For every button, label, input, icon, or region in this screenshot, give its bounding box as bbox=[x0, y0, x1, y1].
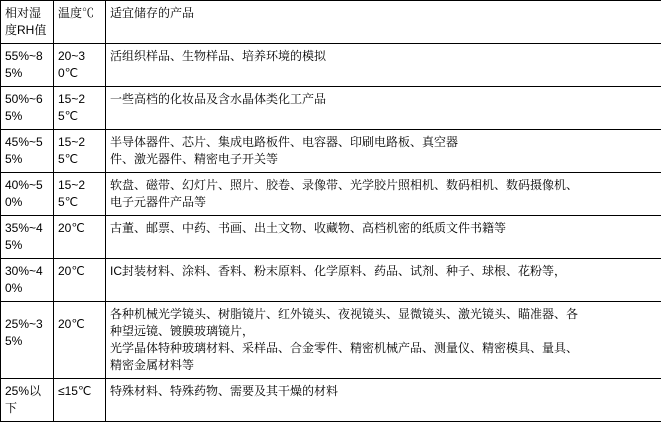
cell-temperature: ≤15℃ bbox=[54, 379, 106, 422]
product-line: 软盘、磁带、幻灯片、照片、胶卷、录像带、光学胶片照相机、数码相机、数码摄像机、 bbox=[110, 178, 579, 192]
product-line: 特殊材料、特殊药物、需要及其干燥的材料 bbox=[110, 384, 339, 398]
cell-relative-humidity: 55%~85% bbox=[1, 44, 54, 87]
table-row bbox=[1, 259, 661, 302]
cell-products bbox=[106, 379, 661, 422]
table-row bbox=[1, 130, 661, 173]
cell-products bbox=[106, 87, 661, 130]
cell-products bbox=[106, 130, 661, 173]
product-line: 一些高档的化妆品及含水晶体类化工产品 bbox=[110, 92, 327, 106]
cell-relative-humidity: 30%~40% bbox=[1, 259, 54, 302]
table-row bbox=[1, 44, 661, 87]
product-line: IC封装材料、涂料、香料、粉末原料、化学原料、药品、试剂、种子、球根、花粉等， bbox=[110, 264, 567, 278]
column-header-relative-humidity: 相对湿度RH值 bbox=[1, 1, 54, 44]
table-row bbox=[1, 173, 661, 216]
table-row bbox=[1, 302, 661, 379]
cell-products bbox=[106, 173, 661, 216]
cell-products bbox=[106, 216, 661, 259]
cell-products bbox=[106, 259, 661, 302]
table-row bbox=[1, 379, 661, 422]
cell-temperature: 20~30℃ bbox=[54, 44, 106, 87]
cell-temperature: 20℃ bbox=[54, 302, 106, 379]
product-line: 光学晶体特种玻璃材料、采样品、合金零件、精密机械产品、测量仪、精密模具、量具、 bbox=[110, 341, 579, 355]
cell-temperature: 15~25℃ bbox=[54, 173, 106, 216]
product-line: 种望远镜、镀膜玻璃镜片， bbox=[110, 324, 255, 338]
cell-products bbox=[106, 44, 661, 87]
product-line: 活组织样品、生物样品、培养环境的模拟 bbox=[110, 49, 327, 63]
table-row bbox=[1, 87, 661, 130]
cell-relative-humidity: 50%~65% bbox=[1, 87, 54, 130]
cell-relative-humidity: 25%~35% bbox=[1, 302, 54, 379]
product-line: 各种机械光学镜头、树脂镜片、红外镜头、夜视镜头、显微镜头、激光镜头、瞄准器、各 bbox=[110, 307, 579, 321]
cell-relative-humidity: 40%~50% bbox=[1, 173, 54, 216]
table-header-row bbox=[1, 1, 661, 44]
product-line: 古董、邮票、中药、书画、出土文物、收藏物、高档机密的纸质文件书籍等 bbox=[110, 221, 507, 235]
product-line: 件、激光器件、精密电子开关等 bbox=[110, 152, 279, 166]
product-line: 电子元器件产品等 bbox=[110, 195, 207, 209]
cell-temperature: 20℃ bbox=[54, 216, 106, 259]
cell-relative-humidity: 45%~55% bbox=[1, 130, 54, 173]
column-header-products: 适宜储存的产品 bbox=[106, 1, 661, 44]
table-header bbox=[1, 1, 661, 44]
table-body bbox=[1, 44, 661, 422]
column-header-temperature: 温度℃ bbox=[54, 1, 106, 44]
cell-temperature: 15~25℃ bbox=[54, 130, 106, 173]
product-line: 半导体器件、芯片、集成电路板件、电容器、印刷电路板、真空器 bbox=[110, 135, 459, 149]
cell-temperature: 15~25℃ bbox=[54, 87, 106, 130]
cell-relative-humidity: 25%以下 bbox=[1, 379, 54, 422]
table-row bbox=[1, 216, 661, 259]
cell-temperature: 20℃ bbox=[54, 259, 106, 302]
cell-relative-humidity: 35%~45% bbox=[1, 216, 54, 259]
product-line: 精密金属材料等 bbox=[110, 358, 195, 372]
cell-products bbox=[106, 302, 661, 379]
